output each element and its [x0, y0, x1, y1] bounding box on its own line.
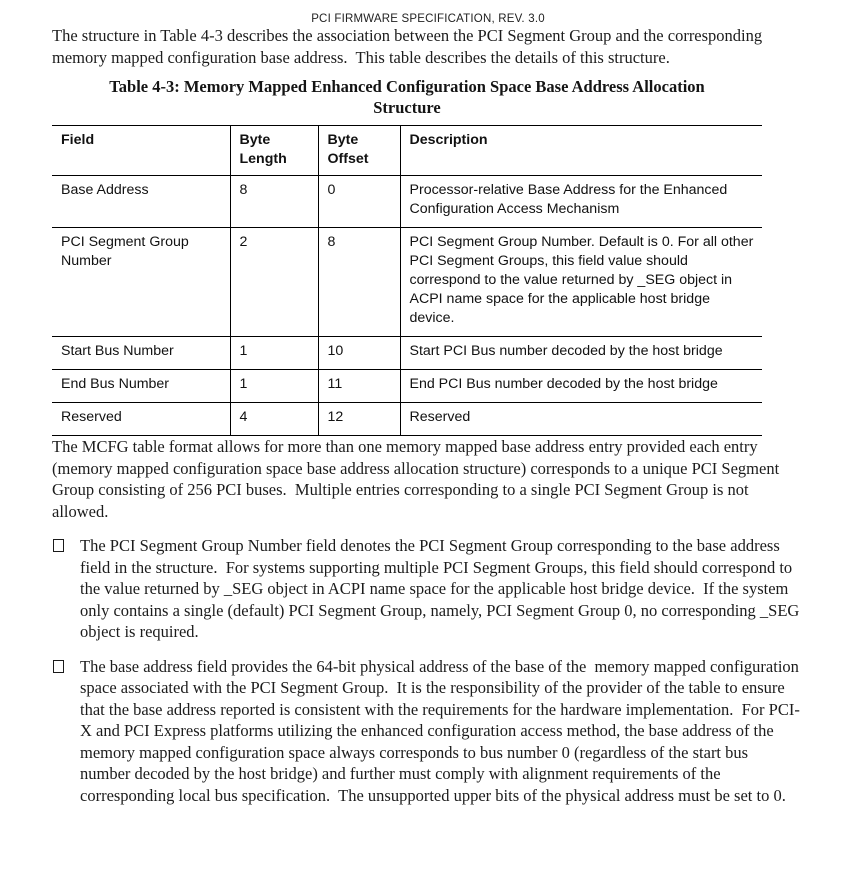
description-cell: Start PCI Bus number decoded by the host bridge — [400, 337, 762, 370]
table-row — [52, 370, 762, 403]
table-header-row — [52, 126, 762, 176]
field-cell: Base Address — [52, 176, 230, 228]
table-caption-line1: Table 4-3: Memory Mapped Enhanced Configuration Space Base Address Allocation — [109, 77, 705, 96]
bullet-text: The PCI Segment Group Number field denotes the PCI Segment Group corresponding to the base address field in the structure. For systems supporting multiple PCI Segment Groups, this field should correspond to the value returned by _SEG object in ACPI name space for the applicable host bridge device. If the system only contains a single (default) PCI Segment Group, namely, PCI Segment Group 0, no corresponding _SEG object is required. — [80, 536, 804, 641]
table-row — [52, 337, 762, 370]
column-header-field: Field — [52, 126, 230, 176]
table-caption-line2: Structure — [373, 98, 441, 117]
byte-length-cell: 1 — [230, 370, 318, 403]
field-cell: End Bus Number — [52, 370, 230, 403]
table-block — [52, 76, 762, 436]
byte-offset-cell: 11 — [318, 370, 400, 403]
byte-offset-cell: 0 — [318, 176, 400, 228]
description-cell: Processor-relative Base Address for the Enhanced Configuration Access Mechanism — [400, 176, 762, 228]
table-row — [52, 176, 762, 228]
field-cell: Start Bus Number — [52, 337, 230, 370]
table-caption — [62, 76, 752, 118]
byte-length-cell: 2 — [230, 228, 318, 337]
byte-offset-cell: 10 — [318, 337, 400, 370]
square-bullet-icon — [53, 660, 64, 673]
column-header-byte-offset: Byte Offset — [318, 126, 400, 176]
column-header-description: Description — [400, 126, 762, 176]
table-row — [52, 228, 762, 337]
byte-length-cell: 1 — [230, 337, 318, 370]
byte-length-cell: 8 — [230, 176, 318, 228]
description-cell: Reserved — [400, 403, 762, 436]
header-title: PCI FIRMWARE SPECIFICATION, REV. 3.0 — [311, 13, 545, 25]
description-cell: End PCI Bus number decoded by the host bridge — [400, 370, 762, 403]
content-area — [52, 25, 812, 806]
page-header — [0, 0, 856, 25]
field-cell: Reserved — [52, 403, 230, 436]
description-cell: PCI Segment Group Number. Default is 0. For all other PCI Segment Groups, this field value should correspond to the value returned by _SEG object in ACPI name space for the applicable host bridge device. — [400, 228, 762, 337]
square-bullet-icon — [53, 539, 64, 552]
byte-length-cell: 4 — [230, 403, 318, 436]
spec-table — [52, 125, 762, 436]
bullet-text: The base address field provides the 64-bit physical address of the base of the memory mapped configuration space associated with the PCI Segment Group. It is the responsibility of the provider of the table to ensure that the base address reported is consistent with the requirements for the hardware implementation. For PCI-X and PCI Express platforms utilizing the enhanced configuration access method, the base address of the memory mapped configuration space always corresponds to bus number 0 (regardless of the start bus number decoded by the host bridge) and further must comply with alignment requirements of the corresponding local bus specification. The unsupported upper bits of the physical address must be set to 0. — [80, 656, 804, 805]
mcfg-paragraph: The MCFG table format allows for more than one memory mapped base address entry provided each entry (memory mapped configuration space base address allocation structure) corresponds to a unique PCI Segment Group consisting of 256 PCI buses. Multiple entries corresponding to a single PCI Segment Group is not allowed. — [52, 437, 784, 521]
table-row — [52, 403, 762, 436]
field-cell: PCI Segment Group Number — [52, 228, 230, 337]
byte-offset-cell: 12 — [318, 403, 400, 436]
bullet-item-base-address — [52, 656, 812, 807]
intro-paragraph: The structure in Table 4-3 describes the association between the PCI Segment Group and the corresponding memory mapped configuration base address. This table describes the details of this structure. — [52, 26, 767, 67]
bullet-item-seg-group — [52, 535, 812, 643]
byte-offset-cell: 8 — [318, 228, 400, 337]
column-header-byte-length: Byte Length — [230, 126, 318, 176]
